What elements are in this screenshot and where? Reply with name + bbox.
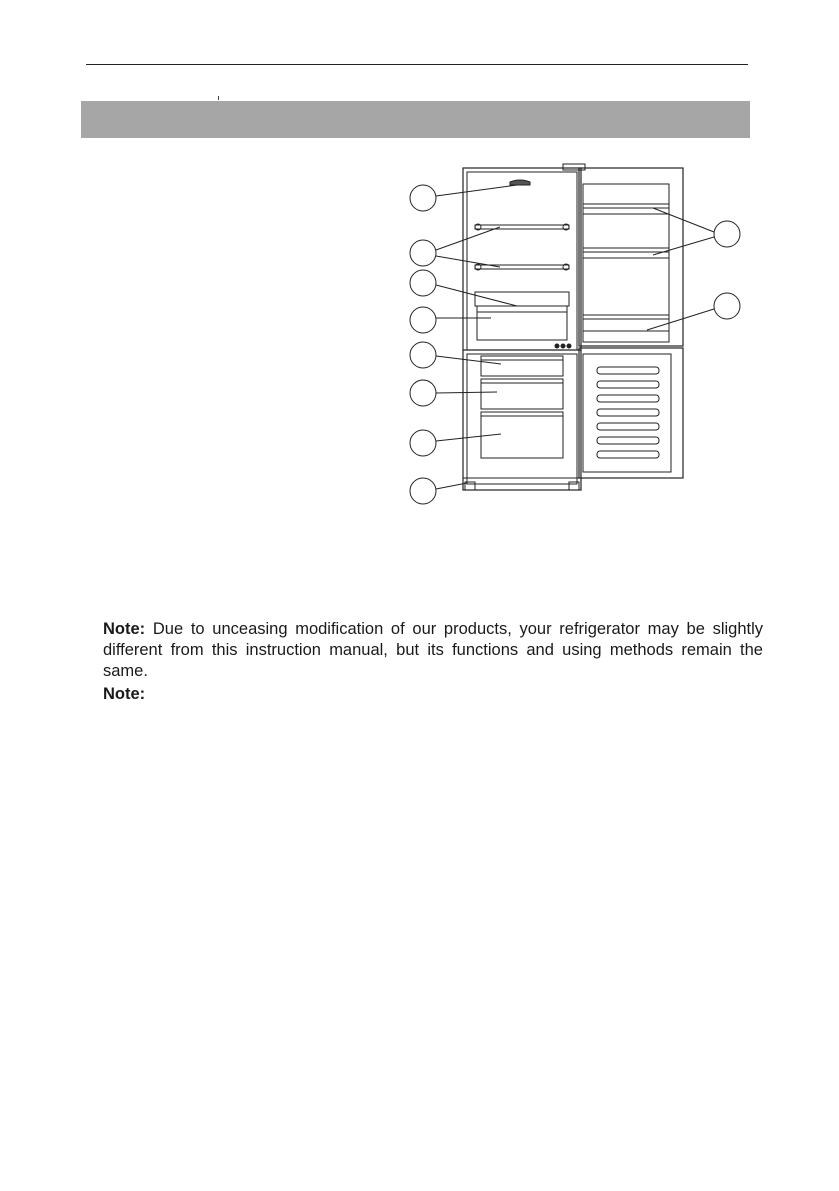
section-heading-bar [81,101,750,138]
refrigerator-diagram [405,160,745,510]
note-label: Note: [103,620,146,638]
header-rule [86,64,748,65]
header-tick-mark [218,96,219,100]
second-note-label: Note: [103,685,146,703]
note-text: Due to unceasing modification of our products, your refrigerator may be slightly different from this instruction manual, but its functions and using methods remain the same. [103,620,764,680]
note-paragraph [103,619,763,682]
